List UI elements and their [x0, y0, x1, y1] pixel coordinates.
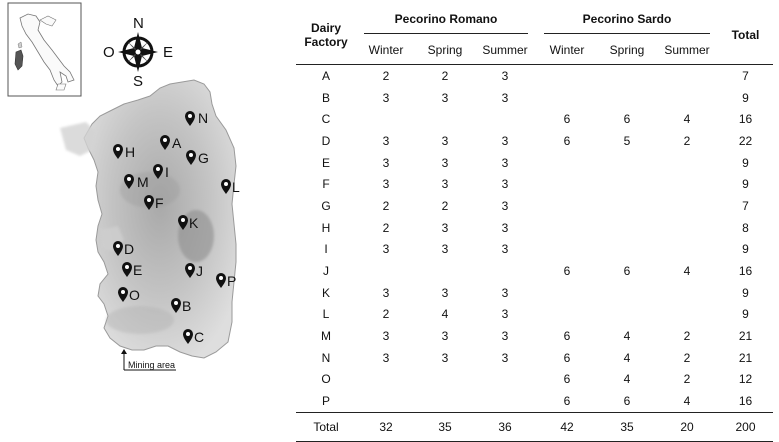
table-cell: 3 [441, 155, 449, 170]
table-cell: 2 [382, 220, 390, 235]
table-cell: 3 [501, 177, 509, 192]
table-row [296, 195, 773, 217]
table-cell: 7 [742, 198, 749, 213]
table-cell [598, 282, 656, 304]
factory-label: L [322, 307, 330, 322]
table-cell: 3 [382, 329, 390, 344]
totals-cell: 42 [536, 413, 598, 442]
totals-label: Total [296, 413, 356, 442]
table-row [296, 282, 773, 304]
factory-label: M [321, 329, 331, 344]
table-cell: 3 [382, 285, 390, 300]
header-season: Spring [416, 36, 474, 65]
table-cell: 3 [382, 90, 390, 105]
table-cell: 3 [501, 242, 509, 257]
table-cell: 4 [441, 307, 449, 322]
table-cell: 3 [501, 307, 509, 322]
totals-cell: 35 [416, 413, 474, 442]
compass-east-label: E [163, 44, 174, 61]
table-cell [474, 108, 536, 130]
table-cell [474, 369, 536, 391]
table-cell [356, 369, 416, 391]
table-cell: 3 [441, 350, 449, 365]
table-cell [416, 390, 474, 412]
header-season: Winter [356, 36, 416, 65]
table-cell: 6 [623, 264, 631, 279]
factory-label: E [321, 155, 330, 170]
mining-area-label: Mining area [128, 360, 176, 370]
table-cell: 3 [501, 90, 509, 105]
table-cell: 3 [382, 350, 390, 365]
factory-label: C [321, 112, 331, 127]
table-cell: 6 [563, 264, 571, 279]
sardinia-map [0, 0, 292, 442]
pin-label-f: F [155, 195, 164, 211]
table-row [296, 390, 773, 412]
table-row [296, 239, 773, 261]
factory-label: A [296, 65, 356, 87]
table-row [296, 152, 773, 174]
table-row [296, 65, 773, 87]
compass-west-label: O [103, 44, 115, 61]
table-cell: 3 [382, 177, 390, 192]
table-cell: 3 [382, 242, 390, 257]
table-cell [656, 217, 718, 239]
header-pecorino-sardo-label: Pecorino Sardo [582, 12, 672, 26]
table-cell: 9 [742, 155, 749, 170]
table-cell: 2 [356, 65, 416, 87]
table-cell [416, 260, 474, 282]
table-cell [656, 65, 718, 87]
table-cell: 6 [623, 112, 631, 127]
table-cell: 2 [683, 329, 691, 344]
table-cell: 12 [738, 372, 753, 387]
pin-label-m: M [137, 174, 149, 190]
pin-label-k: K [189, 215, 199, 231]
factory-label: K [321, 285, 330, 300]
factory-label: J [323, 264, 329, 279]
pin-label-e: E [133, 262, 143, 278]
table-cell [536, 195, 598, 217]
table-cell: 3 [501, 155, 509, 170]
dairy-table-panel [296, 0, 779, 442]
table-cell: 8 [742, 220, 749, 235]
totals-cell: 32 [356, 413, 416, 442]
table-cell: 6 [563, 350, 571, 365]
table-cell: 3 [441, 177, 449, 192]
header-total: Total [731, 28, 760, 42]
totals-cell: 20 [656, 413, 718, 442]
table-cell: 3 [501, 350, 509, 365]
table-cell [536, 282, 598, 304]
table-cell [356, 108, 416, 130]
table-cell [598, 195, 656, 217]
table-cell [598, 87, 656, 109]
header-pecorino-romano [356, 6, 536, 36]
table-cell [416, 108, 474, 130]
table-cell [416, 369, 474, 391]
table-cell [656, 195, 718, 217]
table-cell [656, 239, 718, 261]
factory-label: N [321, 350, 331, 365]
table-cell: 21 [738, 350, 753, 365]
table-cell [598, 152, 656, 174]
table-cell: 2 [683, 133, 691, 148]
table-cell: 4 [683, 264, 691, 279]
table-cell: 2 [683, 350, 691, 365]
pin-label-b: B [182, 298, 192, 314]
header-season: Winter [536, 36, 598, 65]
table-cell [656, 282, 718, 304]
factory-label: F [322, 177, 330, 192]
table-cell [536, 217, 598, 239]
pin-label-a: A [172, 135, 182, 151]
pin-label-i: I [165, 164, 169, 180]
table-cell [598, 65, 656, 87]
table-cell: 3 [441, 285, 449, 300]
table-row [296, 347, 773, 369]
table-row [296, 260, 773, 282]
table-cell: 2 [683, 372, 691, 387]
table-cell: 6 [563, 372, 571, 387]
factory-label: G [321, 198, 331, 213]
table-cell: 3 [441, 242, 449, 257]
table-cell [536, 87, 598, 109]
factory-label: O [321, 372, 331, 387]
table-cell: 3 [501, 220, 509, 235]
pin-label-g: G [198, 150, 209, 166]
pin-label-n: N [198, 110, 209, 126]
table-cell: 6 [563, 133, 571, 148]
totals-cell: 36 [474, 413, 536, 442]
header-season: Spring [598, 36, 656, 65]
table-cell: 3 [441, 329, 449, 344]
pin-label-j: J [196, 263, 203, 279]
totals-cell: 35 [598, 413, 656, 442]
table-cell: 6 [563, 394, 571, 409]
table-cell [536, 65, 598, 87]
table-cell: 3 [441, 220, 449, 235]
table-cell: 5 [623, 133, 631, 148]
header-season: Summer [474, 36, 536, 65]
table-cell: 16 [738, 112, 753, 127]
table-cell [656, 152, 718, 174]
table-cell: 4 [623, 372, 631, 387]
pin-label-o: O [129, 287, 140, 303]
table-cell: 9 [742, 90, 749, 105]
compass-rose [118, 32, 158, 72]
table-cell [598, 217, 656, 239]
factory-label: D [321, 133, 331, 148]
pin-label-c: C [194, 329, 205, 345]
table-cell: 2 [382, 307, 390, 322]
header-season: Summer [656, 36, 718, 65]
table-cell: 2 [441, 198, 449, 213]
table-cell: 2 [382, 198, 390, 213]
table-row [296, 325, 773, 347]
table-row [296, 217, 773, 239]
table-cell [356, 390, 416, 412]
table-cell [536, 173, 598, 195]
table-cell: 3 [441, 90, 449, 105]
header-pecorino-sardo [536, 6, 718, 36]
pin-label-h: H [125, 144, 136, 160]
table-cell: 6 [563, 329, 571, 344]
table-cell: 3 [441, 133, 449, 148]
totals-row [296, 413, 773, 442]
table-cell: 3 [501, 198, 509, 213]
table-cell: 16 [738, 394, 753, 409]
table-cell: 4 [683, 394, 691, 409]
compass-north-label: N [133, 15, 144, 32]
table-cell: 6 [623, 394, 631, 409]
factory-label: I [324, 242, 328, 257]
table-cell [598, 239, 656, 261]
compass-south-label: S [133, 73, 144, 90]
table-cell: 9 [742, 177, 749, 192]
table-cell [536, 152, 598, 174]
table-cell: 3 [382, 155, 390, 170]
table-cell: 3 [501, 133, 509, 148]
table-cell: 22 [738, 133, 753, 148]
table-cell: 3 [474, 65, 536, 87]
header-factory: Dairy Factory [304, 21, 348, 49]
pin-label-l: L [232, 179, 240, 195]
table-row [296, 108, 773, 130]
italy-inset [8, 3, 81, 96]
factory-label: B [321, 90, 330, 105]
table-cell [536, 239, 598, 261]
table-cell: 2 [416, 65, 474, 87]
table-cell [656, 304, 718, 326]
factory-label: H [321, 220, 331, 235]
table-cell [356, 260, 416, 282]
table-body [296, 65, 773, 413]
table-cell [598, 173, 656, 195]
table-cell: 3 [501, 329, 509, 344]
table-cell: 3 [501, 285, 509, 300]
table-cell: 9 [742, 285, 749, 300]
table-cell: 9 [742, 307, 749, 322]
table-row [296, 173, 773, 195]
map-graphic [0, 0, 292, 442]
table-row [296, 304, 773, 326]
table-cell [474, 260, 536, 282]
island-shape [60, 80, 236, 358]
table-cell: 6 [563, 112, 571, 127]
table-cell: 9 [742, 242, 749, 257]
table-cell [536, 304, 598, 326]
table-row [296, 87, 773, 109]
table-row [296, 130, 773, 152]
table-cell: 4 [623, 329, 631, 344]
table-cell: 4 [623, 350, 631, 365]
pin-label-p: P [227, 273, 237, 289]
pin-label-d: D [124, 241, 135, 257]
table-cell: 4 [683, 112, 691, 127]
table-row [296, 369, 773, 391]
table-cell [474, 390, 536, 412]
totals-cell: 200 [718, 413, 773, 442]
table-cell: 16 [738, 264, 753, 279]
table-cell [656, 173, 718, 195]
table-cell [598, 304, 656, 326]
table-cell: 3 [382, 133, 390, 148]
table-cell [656, 87, 718, 109]
dairy-sampling-table [296, 6, 773, 442]
table-cell: 21 [738, 329, 753, 344]
factory-label: P [321, 394, 330, 409]
table-cell: 7 [718, 65, 773, 87]
header-pecorino-romano-label: Pecorino Romano [394, 12, 498, 26]
